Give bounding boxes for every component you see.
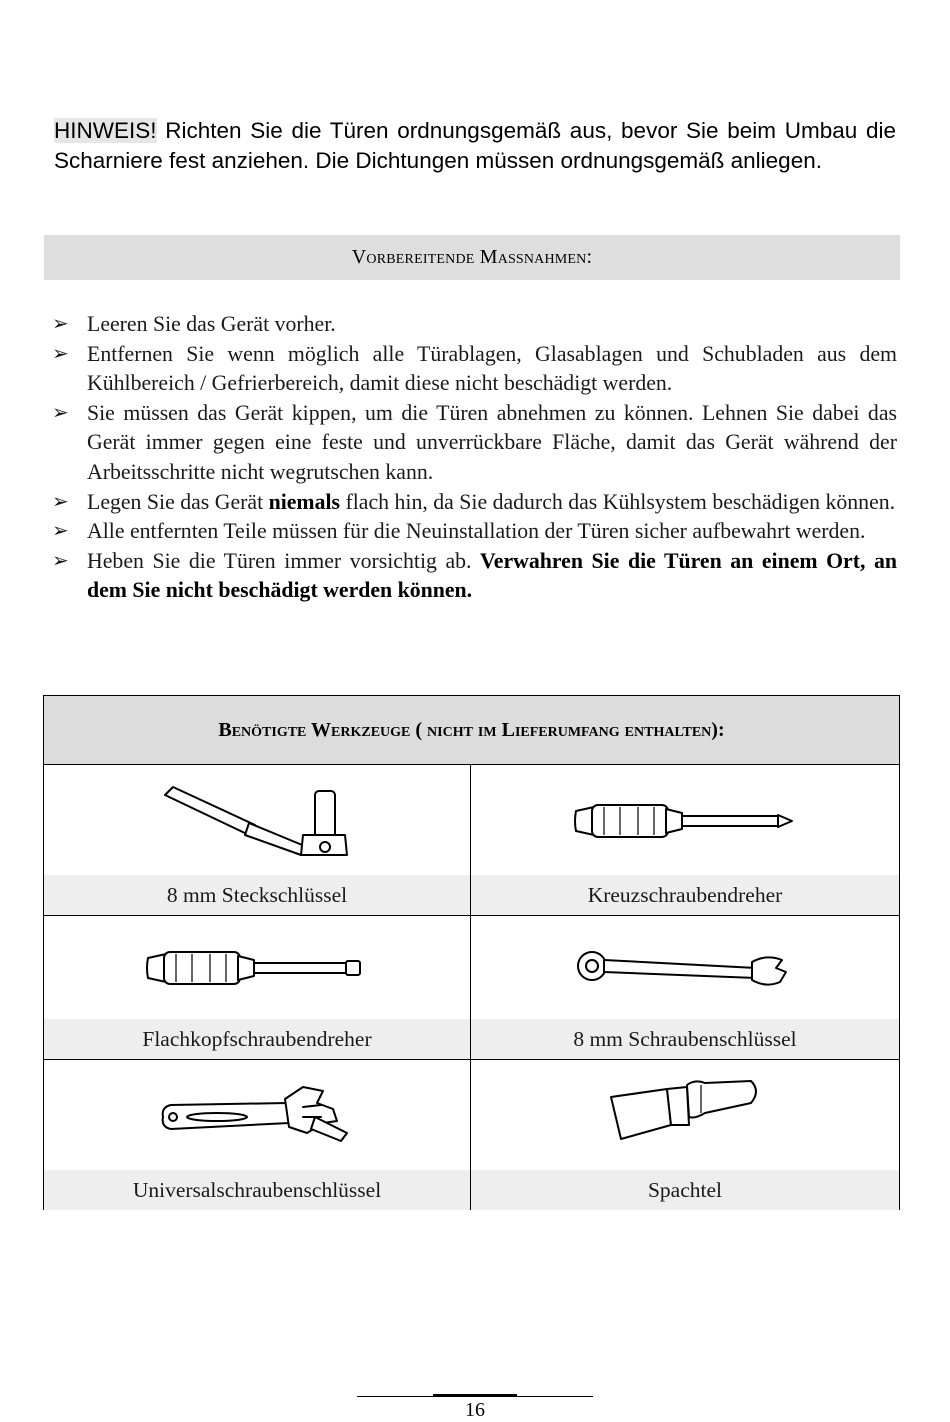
tool-label: Spachtel bbox=[471, 1170, 899, 1210]
tool-label: 8 mm Schraubenschlüssel bbox=[471, 1019, 899, 1059]
tools-table bbox=[43, 695, 900, 1210]
tool-label: Flachkopfschraubendreher bbox=[44, 1019, 470, 1059]
putty-knife-icon bbox=[471, 1060, 899, 1169]
notice-label: HINWEIS! bbox=[54, 118, 157, 143]
phillips-screwdriver-icon bbox=[471, 765, 899, 876]
emphasis-text: niemals bbox=[268, 489, 341, 514]
list-item: ➢ Legen Sie das Gerät niemals flach hin, da Sie dadurch das Kühlsystem beschädigen können. bbox=[52, 488, 897, 518]
tool-cell bbox=[44, 1060, 471, 1210]
tool-cell bbox=[471, 1060, 899, 1210]
preparation-list bbox=[52, 310, 897, 606]
list-item: ➢ Leeren Sie das Gerät vorher. bbox=[52, 310, 897, 340]
arrow-bullet-icon: ➢ bbox=[52, 313, 69, 335]
notice-text: Richten Sie die Türen ordnungsgemäß aus, bevor Sie beim Umbau die Scharniere fest anziehen. Die Dichtungen müssen ordnungsgemäß anliegen. bbox=[54, 118, 896, 173]
notice-paragraph bbox=[54, 116, 896, 175]
tool-label: Kreuzschraubendreher bbox=[471, 875, 899, 915]
combination-wrench-icon bbox=[471, 916, 899, 1019]
list-item: ➢ Alle entfernten Teile müssen für die Neuinstallation der Türen sicher aufbewahrt werden. bbox=[52, 517, 897, 547]
socket-wrench-icon bbox=[44, 765, 470, 876]
arrow-bullet-icon: ➢ bbox=[52, 549, 69, 572]
footer-rule-accent bbox=[433, 1394, 517, 1396]
flathead-screwdriver-icon bbox=[44, 916, 470, 1019]
tool-cell bbox=[471, 916, 899, 1060]
tool-label: Universalschraubenschlüssel bbox=[44, 1170, 470, 1210]
tools-table-heading: Benötigte Werkzeuge ( nicht im Lieferumfang enthalten): bbox=[44, 696, 899, 765]
arrow-bullet-icon: ➢ bbox=[52, 520, 69, 543]
emphasis-text: Verwahren Sie die Türen an einem Ort, an dem Sie nicht beschädigt werden können. bbox=[87, 548, 898, 603]
preparation-heading: Vorbereitende Maßnahmen: bbox=[44, 235, 900, 280]
arrow-bullet-icon: ➢ bbox=[52, 490, 69, 513]
list-item: ➢ Heben Sie die Türen immer vorsichtig ab. Verwahren Sie die Türen an einem Ort, an dem Sie nicht beschädigt werden können. bbox=[52, 548, 898, 603]
tool-cell bbox=[44, 765, 471, 916]
list-item: ➢ Sie müssen das Gerät kippen, um die Türen abnehmen zu können. Lehnen Sie dabei das Gerät immer gegen eine feste und unverrückbare Fläche, damit das Gerät während der Arbeitsschritte nicht wegrutschen kann. bbox=[52, 400, 897, 484]
arrow-bullet-icon: ➢ bbox=[52, 401, 69, 424]
page-number: 16 bbox=[465, 1399, 485, 1421]
tool-cell bbox=[44, 916, 471, 1060]
tool-label: 8 mm Steckschlüssel bbox=[44, 875, 470, 915]
list-item: ➢ Entfernen Sie wenn möglich alle Türablagen, Glasablagen und Schubladen aus dem Kühlbereich / Gefrierbereich, damit diese nicht beschädigt werden. bbox=[52, 341, 897, 396]
arrow-bullet-icon: ➢ bbox=[52, 342, 69, 365]
adjustable-wrench-icon bbox=[44, 1060, 470, 1169]
footer-rule bbox=[357, 1396, 593, 1397]
tool-cell bbox=[471, 765, 899, 916]
